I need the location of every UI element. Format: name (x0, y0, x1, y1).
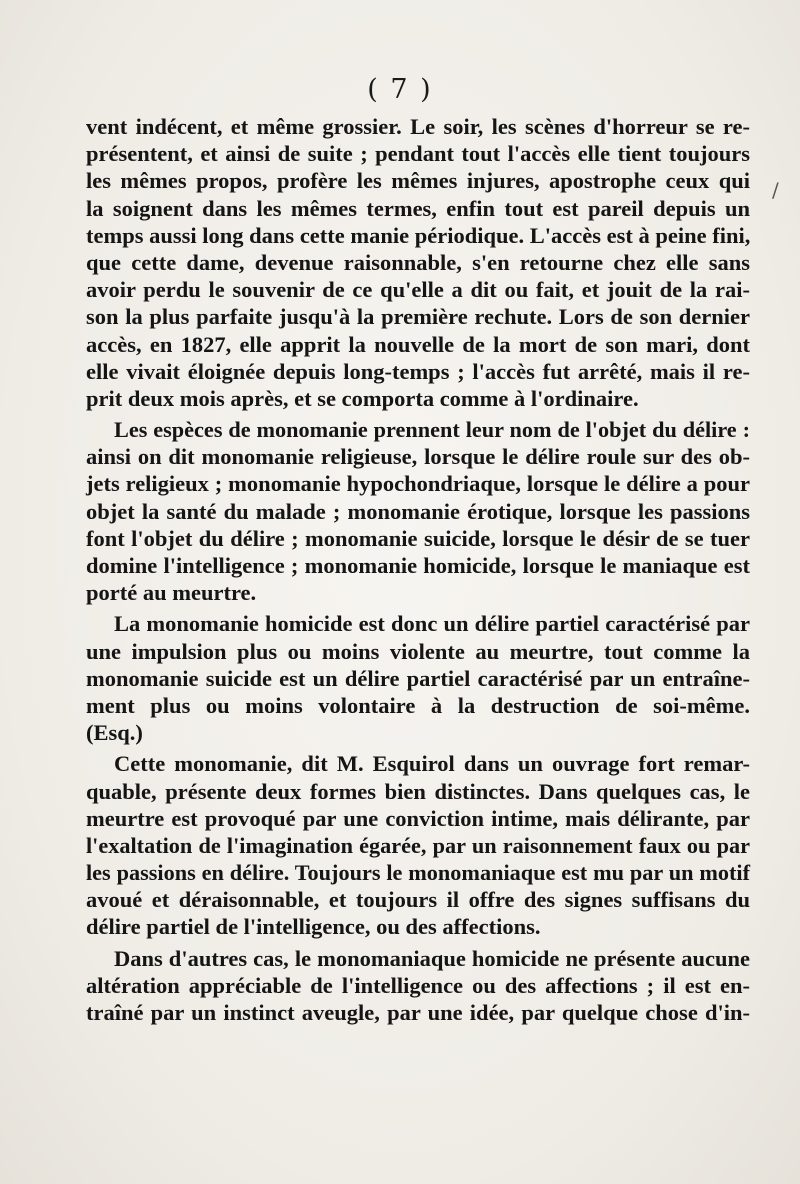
text-line: jets religieux ; monomanie hypochondriaque, lorsque le délire a pour (86, 471, 750, 497)
text-line: présentent, et ainsi de suite ; pendant tout l'accès elle tient toujours (86, 141, 750, 167)
text-line: délire partiel de l'intelligence, ou des affections. (86, 914, 541, 940)
text-line: porté au meurtre. (86, 580, 257, 606)
margin-mark: / (772, 178, 779, 202)
text-line: les passions en délire. Toujours le monomaniaque est mu par un motif (86, 860, 750, 886)
text-line: elle vivait éloignée depuis long-temps ; l'accès fut arrêté, mais il re- (86, 358, 750, 384)
text-line: les mêmes propos, profère les mêmes injures, apostrophe ceux qui (86, 168, 750, 194)
text-line: Les espèces de monomanie prennent leur nom de l'objet du délire : (114, 417, 750, 443)
text-line: Dans d'autres cas, le monomaniaque homicide ne présente aucune (114, 945, 750, 971)
text-line: monomanie suicide est un délire partiel caractérisé par un entraîne- (86, 665, 750, 691)
body-text (86, 113, 750, 1026)
text-line: son la plus parfaite jusqu'à la première rechute. Lors de son dernier (86, 304, 750, 330)
text-line: l'exaltation de l'imagination égarée, par un raisonnement faux ou par (86, 832, 750, 858)
text-line: temps aussi long dans cette manie périodique. L'accès est à peine fini, (86, 222, 751, 248)
text-line: quable, présente deux formes bien distinctes. Dans quelques cas, le (86, 778, 750, 804)
text-line: domine l'intelligence ; monomanie homicide, lorsque le maniaque est (86, 553, 750, 578)
text-line: la soignent dans les mêmes termes, enfin tout est pareil depuis un (86, 195, 750, 221)
text-line: prit deux mois après, et se comporta comme à l'ordinaire. (86, 385, 639, 411)
text-line: Cette monomanie, dit M. Esquirol dans un ouvrage fort remar- (114, 751, 750, 777)
text-line: avoué et déraisonnable, et toujours il offre des signes suffisans du (86, 887, 750, 913)
text-line: ment plus ou moins volontaire à la destruction de soi-même. (86, 692, 750, 718)
text-line: La monomanie homicide est donc un délire partiel caractérisé par (114, 611, 750, 637)
text-line: objet la santé du malade ; monomanie érotique, lorsque les passions (86, 498, 750, 524)
text-line: font l'objet du délire ; monomanie suicide, lorsque le désir de se tuer (86, 525, 750, 551)
text-line: que cette dame, devenue raisonnable, s'en retourne chez elle sans (86, 249, 750, 275)
page-number: ( 7 ) (367, 74, 433, 105)
text-line: (Esq.) (86, 720, 143, 746)
text-line: meurtre est provoqué par une conviction intime, mais délirante, par (86, 805, 750, 831)
text-line: ainsi on dit monomanie religieuse, lorsque le délire roule sur des ob- (86, 444, 750, 470)
text-line: altération appréciable de l'intelligence ou des affections ; il est en- (86, 972, 750, 998)
text-line: une impulsion plus ou moins violente au meurtre, tout comme la (86, 638, 750, 664)
text-line: vent indécent, et même grossier. Le soir, les scènes d'horreur se re- (86, 114, 750, 139)
text-line: traîné par un instinct aveugle, par une idée, par quelque chose d'in- (86, 1000, 750, 1025)
text-line: avoir perdu le souvenir de ce qu'elle a dit ou fait, et jouit de la rai- (86, 277, 750, 303)
text-line: accès, en 1827, elle apprit la nouvelle de la mort de son mari, dont (86, 331, 750, 357)
